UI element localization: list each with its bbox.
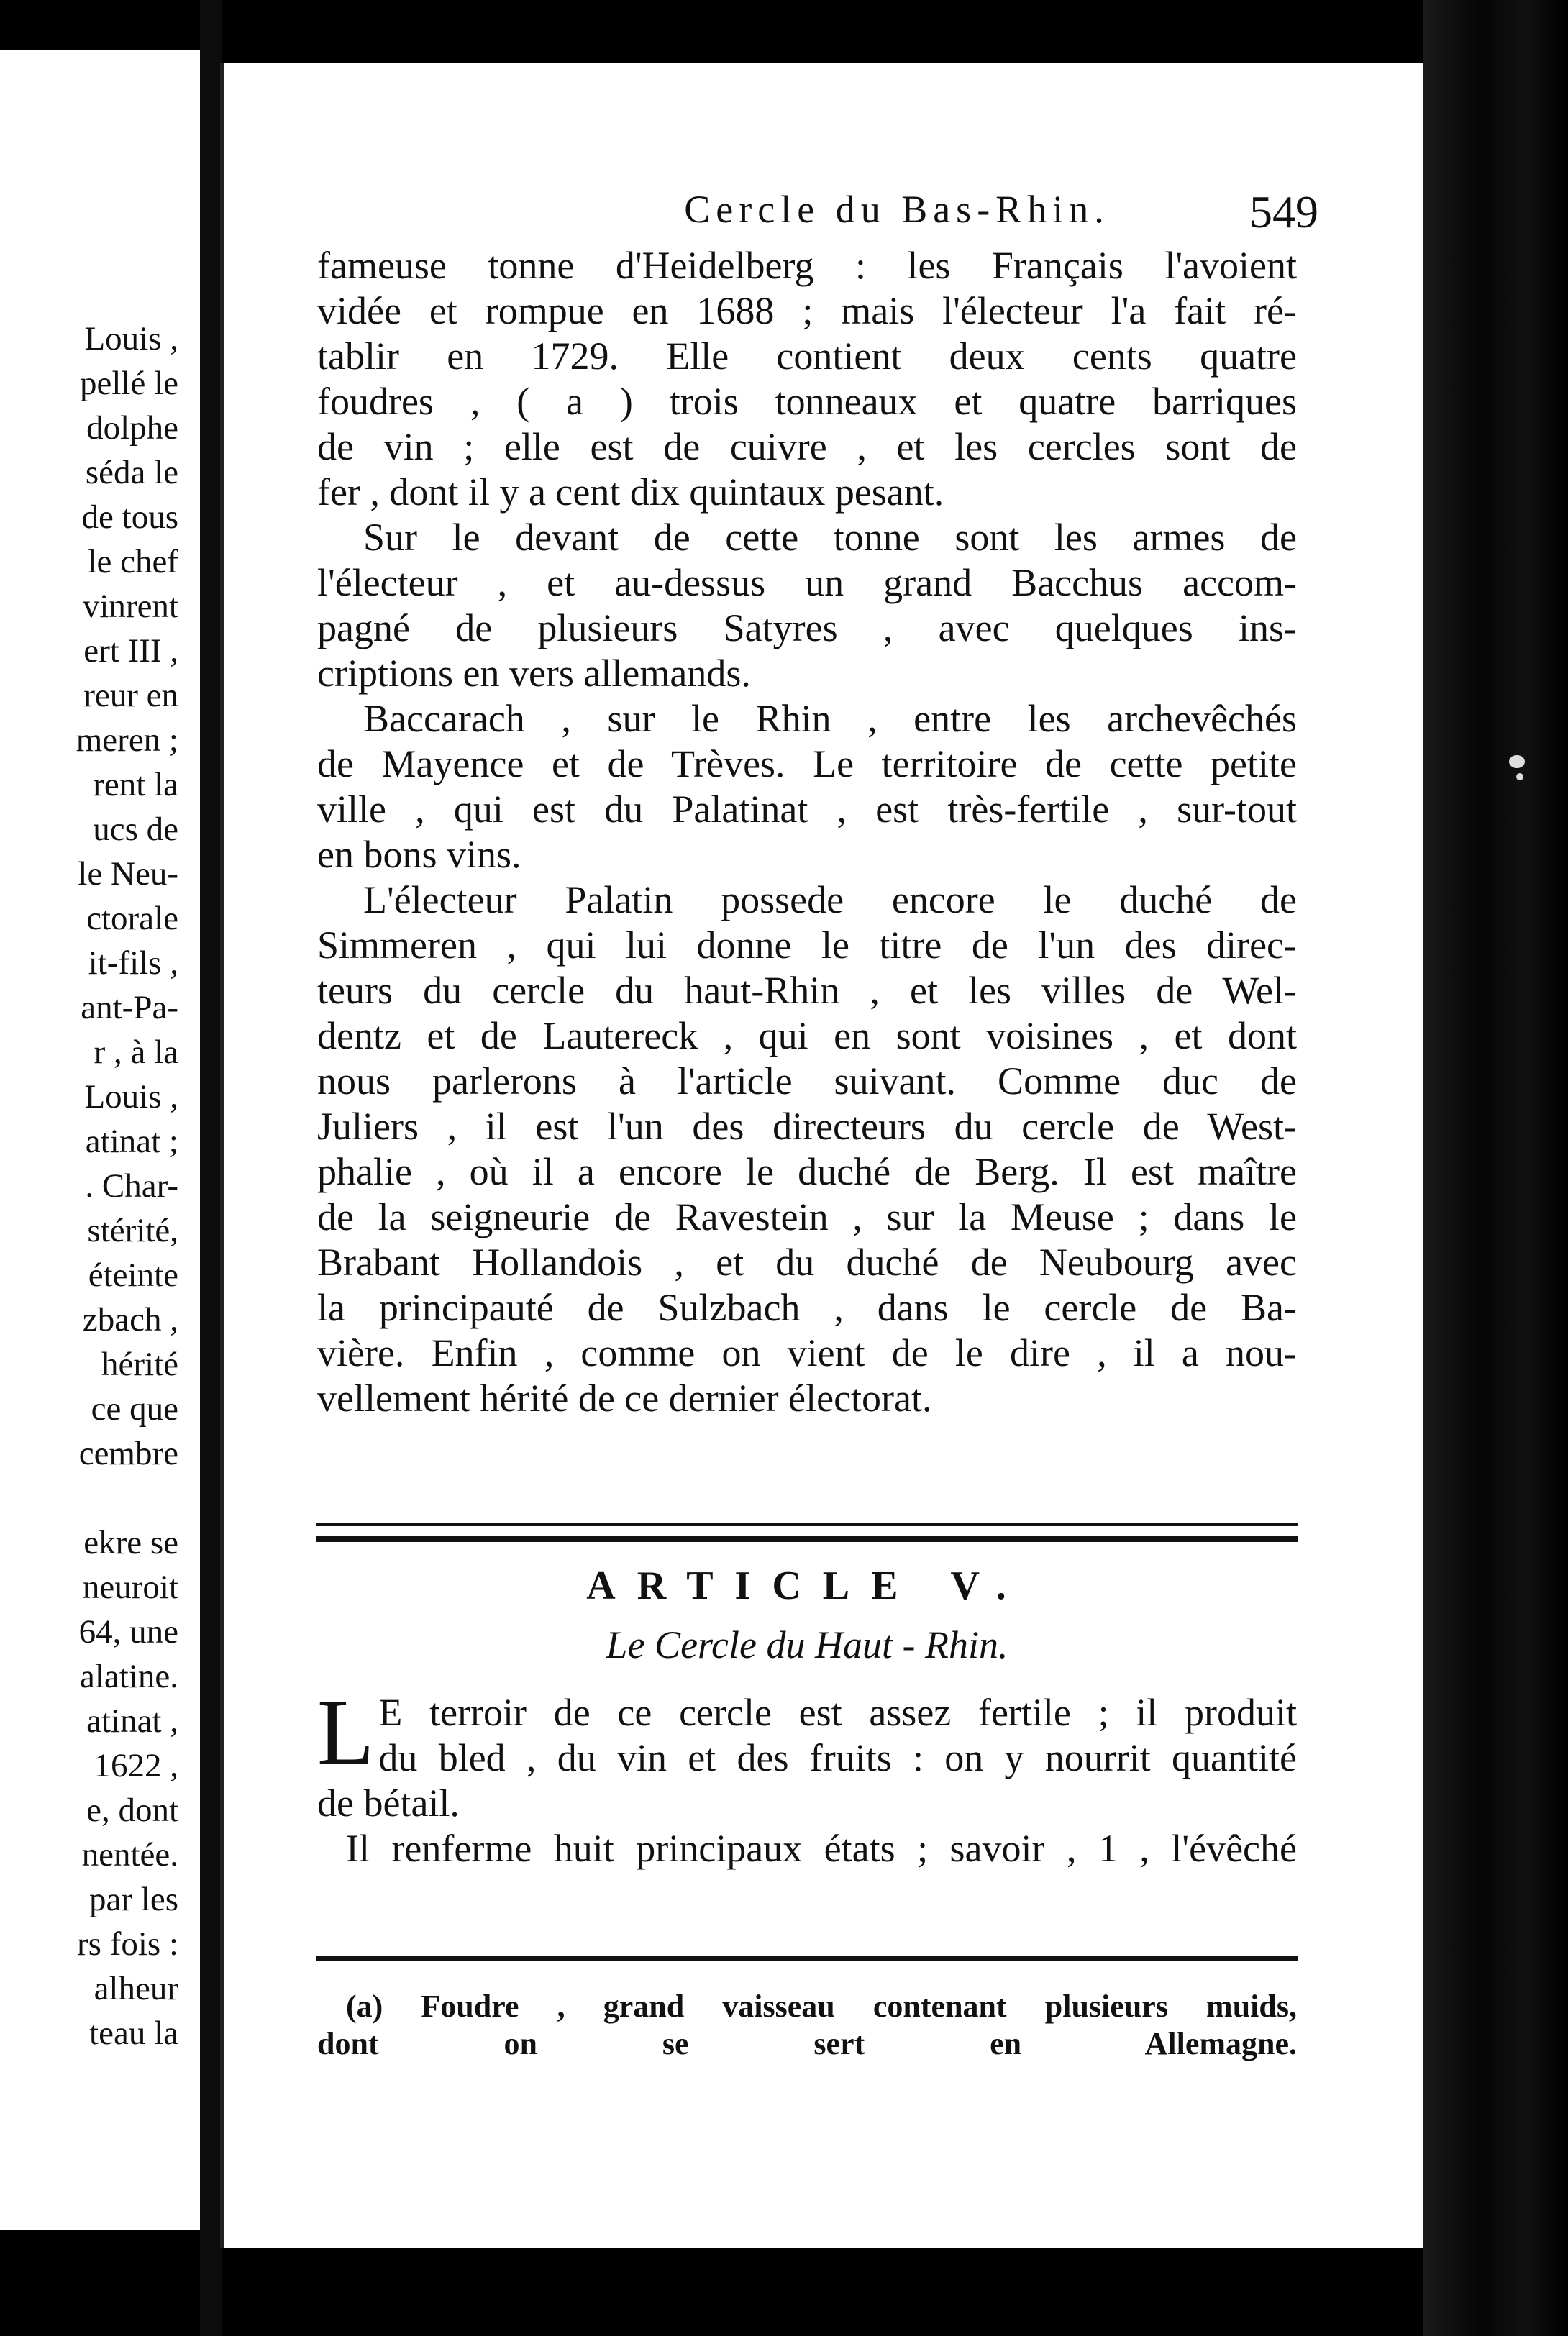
left-page-line: par les	[89, 1881, 178, 1918]
left-page-line: e, dont	[86, 1792, 178, 1829]
left-page-line: alatine.	[79, 1658, 178, 1695]
main-page	[220, 63, 1426, 2248]
left-page-line: meren ;	[76, 721, 178, 759]
left-page-line: . Char-	[85, 1167, 178, 1205]
text-line: du bled , du vin et des fruits : on y nourrit quantité	[378, 1736, 1297, 1779]
left-page-line: 64, une	[78, 1613, 178, 1651]
paragraph	[317, 696, 1297, 877]
left-page-line: ce que	[91, 1390, 178, 1428]
left-page-line: hérité	[101, 1346, 178, 1383]
left-page-line: teau la	[89, 2015, 178, 2052]
left-page-line: neuroit	[82, 1569, 178, 1606]
left-page-line: Louis ,	[84, 1078, 178, 1115]
text-line: L'électeur Palatin possede encore le duché de	[363, 878, 1297, 921]
left-page-fragment	[0, 50, 204, 2230]
footnote-rule	[316, 1956, 1298, 1961]
left-page-line: stérité,	[87, 1212, 178, 1249]
text-line: fer , dont il y a cent dix quintaux pesant.	[317, 470, 944, 514]
text-line: Simmeren , qui lui donne le titre de l'un des direc-	[317, 923, 1297, 967]
footnote-line: dont on se sert en Allemagne.	[317, 2026, 1297, 2061]
left-page-line: éteinte	[88, 1256, 178, 1294]
left-page-line: le Neu-	[78, 855, 178, 893]
left-page-line: atinat ,	[86, 1702, 178, 1740]
text-line: vière. Enfin , comme on vient de le dire , il a nou-	[317, 1331, 1297, 1374]
book-gutter	[200, 0, 222, 2336]
left-page-line: it-fils ,	[88, 944, 178, 982]
left-page-line: rs fois :	[77, 1925, 178, 1963]
left-page-line: Louis ,	[84, 320, 178, 357]
left-page-line: vinrent	[82, 588, 178, 625]
left-page-line: r , à la	[94, 1034, 178, 1071]
left-page-line: reur en	[83, 677, 178, 714]
left-page-line: zbach ,	[82, 1301, 178, 1338]
text-line: de la seigneurie de Ravestein , sur la Meuse ; dans le	[317, 1195, 1297, 1238]
left-page-line	[76, 1476, 178, 1520]
text-line: ville , qui est du Palatinat , est très-fertile , sur-tout	[317, 788, 1297, 831]
text-line: Juliers , il est l'un des directeurs du cercle de West-	[317, 1105, 1297, 1148]
paragraph	[317, 877, 1297, 1421]
left-page-line: pellé le	[79, 365, 178, 402]
text-line: Brabant Hollandois , et du duché de Neubourg avec	[317, 1241, 1297, 1284]
text-line: de Mayence et de Trèves. Le territoire de cette petite	[317, 742, 1297, 785]
paragraph	[317, 515, 1297, 696]
left-page-line: nentée.	[81, 1836, 178, 1874]
left-page-line: 1622 ,	[94, 1747, 178, 1784]
text-line: tablir en 1729. Elle contient deux cents quatre	[317, 334, 1297, 378]
text-line: de bétail.	[317, 1781, 460, 1825]
text-line: dentz et de Lautereck , qui en sont voisines , et dont	[317, 1014, 1297, 1057]
left-page-line: le chef	[87, 543, 178, 580]
left-page-line: de tous	[81, 498, 178, 536]
text-line: criptions en vers allemands.	[317, 652, 751, 695]
text-line: teurs du cercle du haut-Rhin , et les villes de Wel-	[317, 969, 1297, 1012]
text-line: E terroir de ce cercle est assez fertile ; il produit	[378, 1691, 1297, 1734]
article-heading: ARTICLE V.	[586, 1564, 1028, 1608]
body-text	[317, 243, 1297, 1421]
paragraph	[317, 243, 1297, 515]
left-page-line: ert III ,	[83, 632, 178, 670]
text-line: Il renferme huit principaux états ; savoir , 1 , l'évêché	[346, 1827, 1297, 1870]
left-page-line: séda le	[85, 454, 178, 491]
left-page-line: ctorale	[86, 900, 178, 937]
running-head: Cercle du Bas-Rhin.	[684, 188, 1110, 231]
left-page-line: ucs de	[93, 811, 178, 848]
left-page-line: rent la	[93, 766, 178, 803]
footnote	[317, 1988, 1297, 2063]
text-line: phalie , où il a encore le duché de Berg. Il est maître	[317, 1150, 1297, 1193]
page-number: 549	[1249, 186, 1318, 237]
article-body	[317, 1681, 1297, 1871]
text-line: foudres , ( a ) trois tonneaux et quatre barriques	[317, 380, 1297, 423]
text-line: en bons vins.	[317, 833, 521, 876]
text-line: vidée et rompue en 1688 ; mais l'électeur l'a fait ré-	[317, 289, 1297, 332]
text-line: pagné de plusieurs Satyres , avec quelques ins-	[317, 606, 1297, 649]
text-line: fameuse tonne d'Heidelberg : les Français l'avoient	[317, 244, 1297, 287]
left-page-text	[76, 316, 178, 2056]
left-page-line: atinat ;	[85, 1123, 178, 1160]
left-page-line: alheur	[94, 1970, 178, 2007]
section-rule	[316, 1523, 1298, 1542]
left-page-line: dolphe	[86, 409, 178, 447]
article-subtitle: Le Cercle du Haut - Rhin.	[606, 1623, 1008, 1666]
text-line: la principauté de Sulzbach , dans le cercle de Ba-	[317, 1286, 1297, 1329]
right-page-edge	[1423, 0, 1568, 2336]
text-line: Baccarach , sur le Rhin , entre les archevêchés	[363, 697, 1297, 740]
text-line: de vin ; elle est de cuivre , et les cercles sont de	[317, 425, 1297, 468]
left-page-line: ant-Pa-	[81, 989, 178, 1026]
left-page-line: cembre	[78, 1435, 178, 1472]
drop-cap: L	[317, 1681, 375, 1784]
left-page-line: ekre se	[83, 1524, 178, 1561]
footnote-line: (a) Foudre , grand vaisseau contenant plusieurs muids,	[346, 1989, 1297, 2024]
text-line: nous parlerons à l'article suivant. Comme duc de	[317, 1059, 1297, 1103]
text-line: vellement hérité de ce dernier électorat.	[317, 1377, 932, 1420]
article-paragraph	[317, 1826, 1297, 1871]
text-line: Sur le devant de cette tonne sont les armes de	[363, 516, 1297, 559]
text-line: l'électeur , et au-dessus un grand Bacchus accom-	[317, 561, 1297, 604]
article-paragraph	[317, 1681, 1297, 1826]
